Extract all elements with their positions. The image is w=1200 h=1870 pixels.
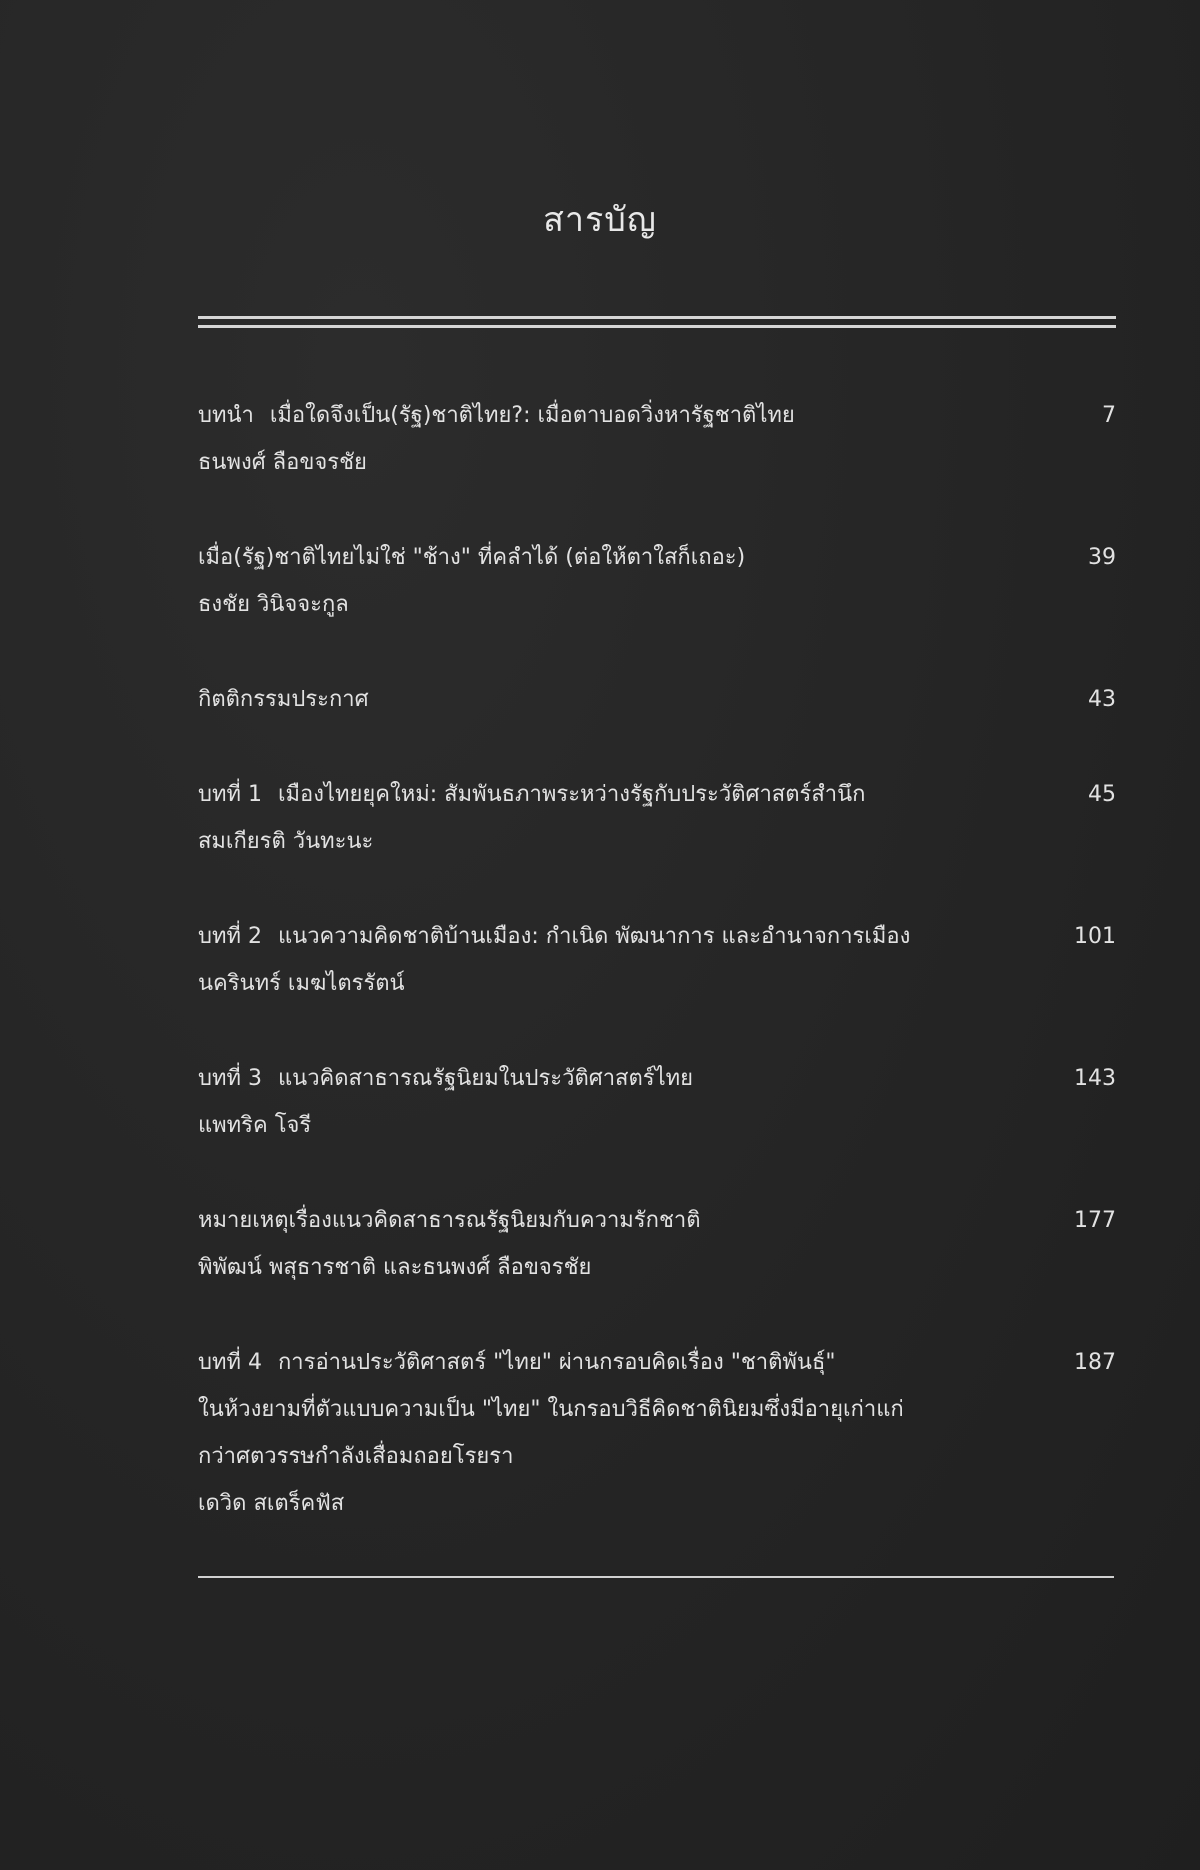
- page-title: สารบัญ: [543, 200, 657, 240]
- bottom-rule-divider: [198, 1576, 1114, 1578]
- table-of-contents: [198, 392, 1116, 1527]
- entry-page-number: 43: [1088, 687, 1116, 712]
- entry-title-continued: กว่าศตวรรษกำลังเสื่อมถอยโรยรา: [198, 1444, 514, 1469]
- entry-title: หมายเหตุเรื่องแนวคิดสาธารณรัฐนิยมกับความรักชาติ: [198, 1208, 701, 1233]
- spacer: [198, 865, 1116, 913]
- entry-title: เมื่อ(รัฐ)ชาติไทยไม่ใช่ "ช้าง" ที่คลำได้ (ต่อให้ตาใสก็เถอะ): [198, 545, 746, 570]
- toc-entry-essay-not-elephant[interactable]: [198, 534, 1116, 628]
- spacer: [198, 628, 1116, 676]
- rule-line-bottom: [198, 325, 1116, 328]
- rule-line-top: [198, 316, 1116, 319]
- entry-title: การอ่านประวัติศาสตร์ "ไทย" ผ่านกรอบคิดเรื่อง "ชาติพันธุ์": [277, 1350, 836, 1375]
- entry-author: สมเกียรติ วันทะนะ: [198, 829, 374, 854]
- toc-entry-title-line: [198, 1339, 1116, 1386]
- double-rule-divider: [198, 316, 1116, 330]
- entry-title: กิตติกรรมประกาศ: [198, 687, 369, 712]
- toc-entry-title-line: [198, 392, 1116, 439]
- chapter-label: บทที่ 2: [198, 924, 262, 949]
- entry-author: ธงชัย วินิจจะกูล: [198, 592, 349, 617]
- entry-title: เมื่อใดจึงเป็น(รัฐ)ชาติไทย?: เมื่อตาบอดวิ่งหารัฐชาติไทย: [269, 403, 795, 428]
- entry-page-number: 187: [1074, 1350, 1116, 1375]
- chapter-label: บทที่ 1: [198, 782, 262, 807]
- entry-page-number: 143: [1074, 1066, 1116, 1091]
- toc-entry-chapter-4[interactable]: [198, 1339, 1116, 1527]
- entry-page-number: 101: [1074, 924, 1116, 949]
- entry-title: แนวความคิดชาติบ้านเมือง: กำเนิด พัฒนาการ และอำนาจการเมือง: [277, 924, 911, 949]
- chapter-label: บทที่ 3: [198, 1066, 262, 1091]
- chapter-label: บทที่ 4: [198, 1350, 262, 1375]
- entry-page-number: 177: [1074, 1208, 1116, 1233]
- entry-author: เดวิด สเตร็คฟัส: [198, 1491, 345, 1516]
- toc-entry-acknowledgements[interactable]: [198, 676, 1116, 723]
- entry-page-number: 39: [1088, 545, 1116, 570]
- entry-title-continued: ในห้วงยามที่ตัวแบบความเป็น "ไทย" ในกรอบวิธีคิดชาตินิยมซึ่งมีอายุเก่าแก่: [198, 1397, 904, 1422]
- toc-entry-introduction[interactable]: [198, 392, 1116, 486]
- entry-author: แพทริค โจรี: [198, 1113, 312, 1138]
- spacer: [198, 1149, 1116, 1197]
- spacer: [198, 723, 1116, 771]
- toc-entry-chapter-2[interactable]: [198, 913, 1116, 1007]
- spacer: [198, 1291, 1116, 1339]
- spacer: [198, 486, 1116, 534]
- chapter-label: บทนำ: [198, 403, 254, 428]
- spacer: [198, 1007, 1116, 1055]
- entry-title: เมืองไทยยุคใหม่: สัมพันธภาพระหว่างรัฐกับประวัติศาสตร์สำนึก: [277, 782, 866, 807]
- toc-entry-chapter-1[interactable]: [198, 771, 1116, 865]
- entry-author: พิพัฒน์ พสุธารชาติ และธนพงศ์ ลือขจรชัย: [198, 1255, 592, 1280]
- entry-page-number: 7: [1102, 403, 1116, 428]
- toc-entry-note-republicanism[interactable]: [198, 1197, 1116, 1291]
- entry-page-number: 45: [1088, 782, 1116, 807]
- entry-author: นครินทร์ เมฆไตรรัตน์: [198, 971, 405, 996]
- entry-author: ธนพงศ์ ลือขจรชัย: [198, 450, 367, 475]
- toc-entry-chapter-3[interactable]: [198, 1055, 1116, 1149]
- toc-entry-title-line: [198, 771, 1116, 818]
- toc-entry-title-line: [198, 913, 1116, 960]
- toc-entry-title-line: [198, 1055, 1116, 1102]
- entry-title: แนวคิดสาธารณรัฐนิยมในประวัติศาสตร์ไทย: [277, 1066, 694, 1091]
